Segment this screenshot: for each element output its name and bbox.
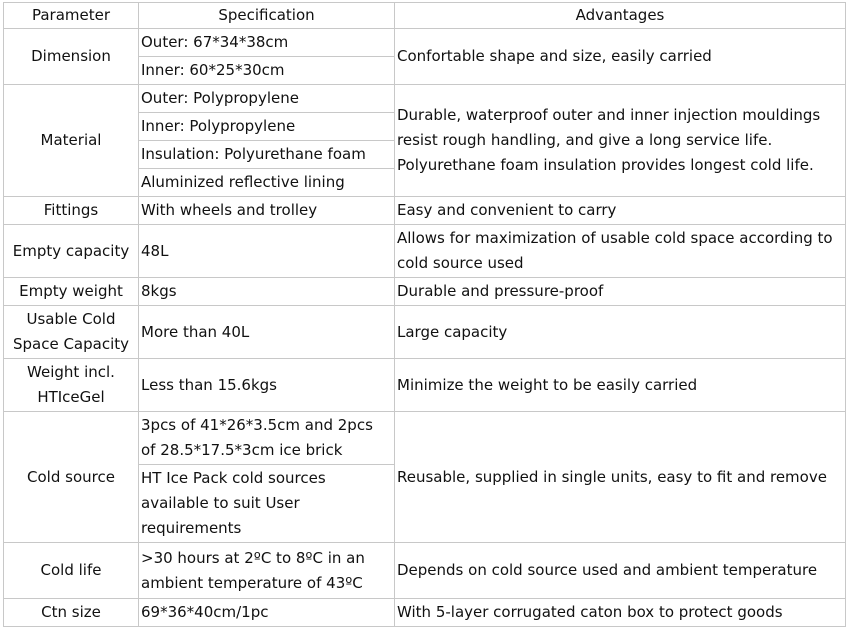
header-specification: Specification [139,3,395,29]
spec-cell: Inner: Polypropylene [139,113,395,141]
spec-cell: 48L [139,225,395,278]
param-cell: Ctn size [4,599,139,627]
spec-cell: Less than 15.6kgs [139,359,395,412]
advantage-cell: Reusable, supplied in single units, easy to fit and remove [395,412,846,543]
table-row-material [4,85,846,113]
header-row [4,3,846,29]
spec-cell: Inner: 60*25*30cm [139,57,395,85]
table-row-empty-weight [4,278,846,306]
advantage-cell: Allows for maximization of usable cold space according to cold source used [395,225,846,278]
header-advantages: Advantages [395,3,846,29]
spec-cell: Outer: 67*34*38cm [139,29,395,57]
param-cell: Usable Cold Space Capacity [4,306,139,359]
specification-table [3,2,846,627]
table-row-usable-cold [4,306,846,359]
spec-cell: 69*36*40cm/1pc [139,599,395,627]
spec-cell: More than 40L [139,306,395,359]
advantage-cell: Large capacity [395,306,846,359]
spec-cell: Outer: Polypropylene [139,85,395,113]
param-cell: Cold source [4,412,139,543]
advantage-cell: Easy and convenient to carry [395,197,846,225]
spec-cell: Aluminized reflective lining [139,169,395,197]
table-row-cold-life [4,543,846,599]
param-cell: Weight incl. HTIceGel [4,359,139,412]
param-cell: Cold life [4,543,139,599]
advantage-cell: Durable and pressure-proof [395,278,846,306]
table-row-ctn-size [4,599,846,627]
spec-cell: HT Ice Pack cold sources available to suit User requirements [139,465,395,543]
table-row-cold-source [4,412,846,465]
table-row-fittings [4,197,846,225]
spec-cell: 8kgs [139,278,395,306]
param-cell: Dimension [4,29,139,85]
header-parameter: Parameter [4,3,139,29]
advantage-cell: Minimize the weight to be easily carried [395,359,846,412]
advantage-cell: Confortable shape and size, easily carried [395,29,846,85]
spec-cell: Insulation: Polyurethane foam [139,141,395,169]
advantage-cell: With 5-layer corrugated caton box to protect goods [395,599,846,627]
advantage-cell: Durable, waterproof outer and inner injection mouldings resist rough handling, and give a long service life. Polyurethane foam insulation provides longest cold life. [395,85,846,197]
table-row-empty-capacity [4,225,846,278]
table-row-dimension [4,29,846,57]
param-cell: Empty weight [4,278,139,306]
spec-cell: With wheels and trolley [139,197,395,225]
param-cell: Empty capacity [4,225,139,278]
spec-cell: 3pcs of 41*26*3.5cm and 2pcs of 28.5*17.5*3cm ice brick [139,412,395,465]
param-cell: Material [4,85,139,197]
table-row-weight-incl [4,359,846,412]
advantage-cell: Depends on cold source used and ambient temperature [395,543,846,599]
spec-cell: >30 hours at 2ºC to 8ºC in an ambient temperature of 43ºC [139,543,395,599]
param-cell: Fittings [4,197,139,225]
